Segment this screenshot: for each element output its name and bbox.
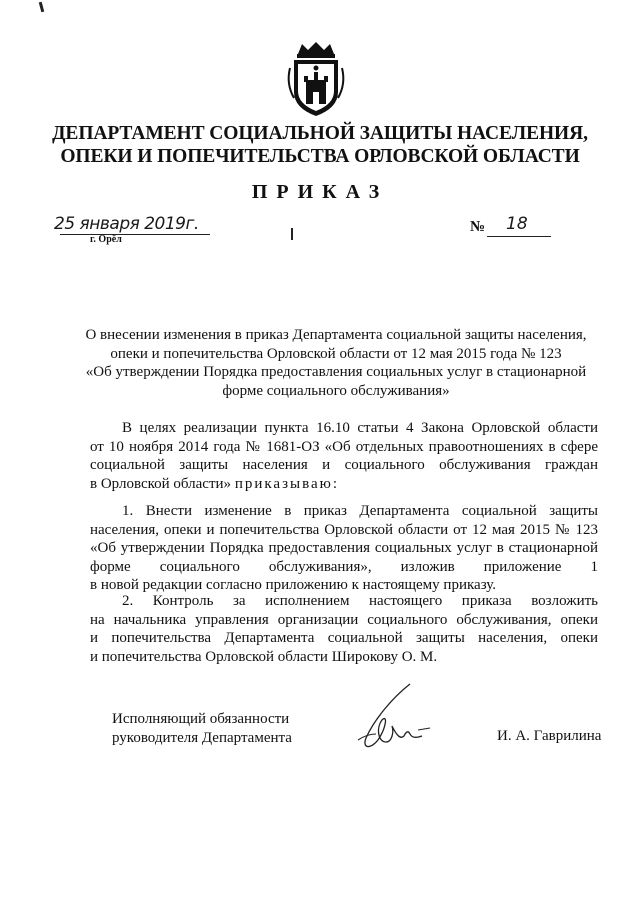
title-line-2: ОПЕКИ И ПОПЕЧИТЕЛЬСТВА ОРЛОВСКОЙ ОБЛАСТИ [60, 146, 580, 167]
subject-line: опеки и попечительства Орловской области от 12 мая 2015 года № 123 [110, 345, 562, 362]
center-mark [291, 228, 293, 240]
preamble-paragraph [90, 419, 598, 493]
city-label: г. Орёл [90, 234, 122, 245]
number-underline [487, 236, 551, 237]
position-line-1: Исполняющий обязанности [112, 711, 290, 727]
signatory-position [112, 710, 292, 747]
text-line: на начальника управления организации социального обслуживания, опеки [90, 611, 598, 628]
handwritten-number: 18 [506, 214, 528, 234]
text-line: 1. Внести изменение в приказ Департамента социальной защиты [122, 503, 598, 519]
item-2-paragraph [90, 592, 598, 666]
subject-line: О внесении изменения в приказ Департамента социальной защиты населения, [85, 327, 587, 343]
title-line-1: ДЕПАРТАМЕНТ СОЦИАЛЬНОЙ ЗАЩИТЫ НАСЕЛЕНИЯ, [52, 123, 588, 144]
signatory-name: И. А. Гаврилина [497, 728, 602, 744]
text-line: форме социального обслуживания», изложив приложение 1 [90, 558, 598, 575]
subject-line: форме социального обслуживания» [222, 382, 450, 399]
handwritten-date: 25 января 2019г. [54, 214, 199, 234]
date-underline [60, 234, 210, 235]
text-line: от 10 ноября 2014 года № 1681-ОЗ «Об отдельных правоотношениях в сфере [90, 438, 598, 455]
text-line: и попечительства Орловской области Широкову О. М. [90, 648, 438, 665]
handwritten-signature [352, 680, 434, 758]
text-line: населения, опеки и попечительства Орловской области от 12 мая 2015 № 123 [90, 521, 598, 538]
text-line: В целях реализации пункта 16.10 статьи 4 Закона Орловской области [122, 420, 598, 436]
scan-mark [39, 2, 44, 12]
document-type: ПРИКАЗ [251, 181, 389, 203]
text-line: 2. Контроль за исполнением настоящего приказа возложить [122, 593, 598, 609]
preamble-tail: в Орловской области» [90, 475, 232, 492]
order-subject [76, 326, 596, 400]
position-line-2: руководителя Департамента [112, 729, 292, 746]
coat-of-arms-emblem [284, 40, 348, 118]
item-1-paragraph [90, 502, 598, 595]
order-word: приказываю: [234, 475, 340, 492]
text-line: в новой редакции согласно приложению к настоящему приказу. [90, 577, 497, 593]
subject-line: «Об утверждении Порядка предоставления социальных услуг в стационарной [85, 364, 587, 380]
text-line: «Об утверждении Порядка предоставления социальных услуг в стационарной [90, 540, 598, 556]
number-label: № [470, 219, 486, 235]
text-line: и попечительства Департамента социальной защиты населения, опеки [90, 630, 598, 646]
text-line [90, 475, 598, 494]
text-line: социальной защиты населения и социального обслуживания граждан [90, 457, 598, 473]
department-title [0, 122, 640, 168]
